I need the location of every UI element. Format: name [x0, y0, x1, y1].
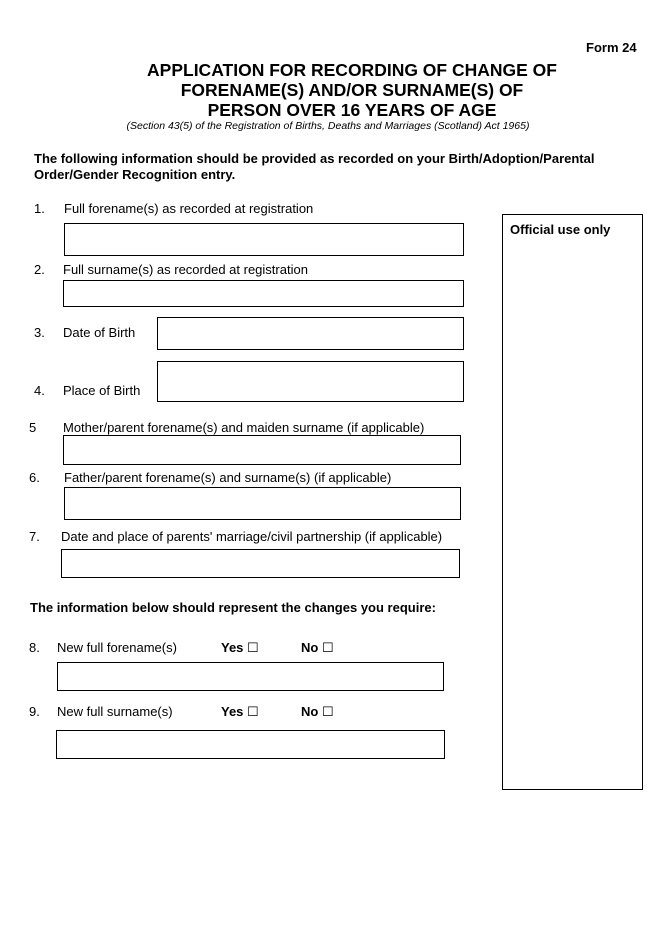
new-forename-input[interactable] — [57, 662, 444, 691]
yes-label: Yes — [221, 704, 244, 719]
field-9-label: New full surname(s) — [57, 704, 173, 719]
field-6-label: Father/parent forename(s) and surname(s) (if applicable) — [64, 470, 392, 485]
field-3-label: Date of Birth — [63, 325, 136, 340]
father-name-input[interactable] — [64, 487, 461, 520]
checkbox-icon[interactable]: ☐ — [321, 640, 334, 655]
field-5-label: Mother/parent forename(s) and maiden surname (if applicable) — [63, 420, 425, 435]
form-number: Form 24 — [586, 40, 637, 55]
place-of-birth-input[interactable] — [157, 361, 464, 402]
official-use-label: Official use only — [510, 222, 611, 237]
surname-no-option[interactable] — [301, 704, 334, 720]
full-surname-input[interactable] — [63, 280, 464, 307]
mother-name-input[interactable] — [63, 435, 461, 465]
no-label: No — [301, 704, 319, 719]
checkbox-icon[interactable]: ☐ — [247, 704, 259, 719]
intro-text — [34, 151, 634, 183]
field-2-number: 2. — [34, 262, 45, 277]
form-title-line-2: FORENAME(S) AND/OR SURNAME(S) OF — [180, 80, 524, 100]
field-8-number: 8. — [29, 640, 40, 655]
intro-line-1: The following information should be provided as recorded on your Birth/Adoption/Parental — [34, 151, 595, 166]
checkbox-icon[interactable]: ☐ — [247, 640, 259, 655]
no-label: No — [301, 640, 319, 655]
official-use-box — [502, 214, 643, 790]
changes-heading: The information below should represent the changes you require: — [30, 600, 436, 615]
field-6-number: 6. — [29, 470, 40, 485]
new-surname-input[interactable] — [56, 730, 445, 759]
field-2-label: Full surname(s) as recorded at registration — [63, 262, 308, 277]
intro-line-2: Order/Gender Recognition entry. — [34, 167, 236, 182]
field-1-label: Full forename(s) as recorded at registration — [64, 201, 314, 216]
form-subtitle: (Section 43(5) of the Registration of Births, Deaths and Marriages (Scotland) Act 1965) — [126, 120, 530, 132]
date-of-birth-input[interactable] — [157, 317, 464, 350]
field-4-number: 4. — [34, 383, 45, 398]
parents-marriage-input[interactable] — [61, 549, 460, 578]
yes-label: Yes — [221, 640, 244, 655]
form-title-line-3: PERSON OVER 16 YEARS OF AGE — [207, 100, 497, 120]
forename-yes-option[interactable] — [221, 640, 259, 656]
checkbox-icon[interactable]: ☐ — [321, 704, 334, 719]
field-5-number: 5 — [29, 420, 37, 435]
field-7-number: 7. — [29, 529, 40, 544]
field-8-label: New full forename(s) — [57, 640, 177, 655]
field-4-label: Place of Birth — [63, 383, 141, 398]
surname-yes-option[interactable] — [221, 704, 259, 720]
field-7-label: Date and place of parents' marriage/civil partnership (if applicable) — [61, 529, 443, 544]
full-forename-input[interactable] — [64, 223, 464, 256]
form-title-line-1: APPLICATION FOR RECORDING OF CHANGE OF — [147, 60, 557, 80]
forename-no-option[interactable] — [301, 640, 334, 656]
field-3-number: 3. — [34, 325, 45, 340]
field-1-number: 1. — [34, 201, 45, 216]
field-9-number: 9. — [29, 704, 40, 719]
